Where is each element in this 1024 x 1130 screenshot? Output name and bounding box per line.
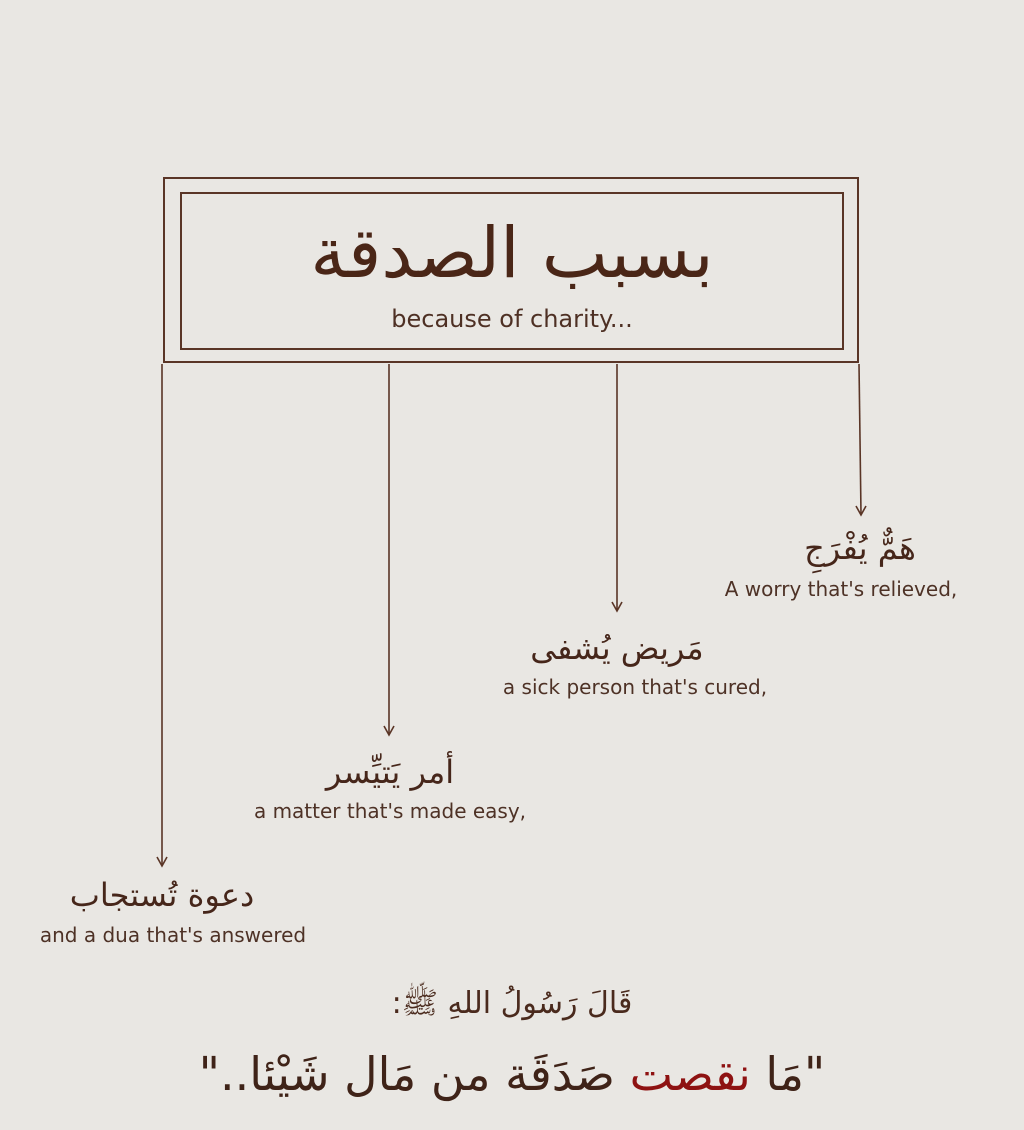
item-worry-arabic: هَمٌّ يُفْرَجِ [804, 529, 916, 567]
item-matter-arabic: أمر يَتيِّسر [325, 753, 455, 791]
hadith-quote-open: "مَا [765, 1047, 826, 1101]
arrow-worry [859, 364, 861, 514]
hadith-quote-accent: نقصت [629, 1047, 751, 1101]
hadith-intro: قَالَ رَسُولُ اللهِ ﷺ: [391, 986, 633, 1021]
item-worry-english: A worry that's relieved, [724, 577, 958, 601]
item-sick-english: a sick person that's cured, [502, 675, 768, 699]
item-sick-arabic: مَريض يُشفى [530, 629, 704, 667]
item-dua-english: and a dua that's answered [39, 923, 307, 947]
item-matter-english: a matter that's made easy, [253, 799, 527, 823]
item-dua-arabic: دعوة تُستجاب [69, 876, 255, 914]
title-english: because of charity... [391, 305, 633, 333]
title-arabic: بسبب الصدقة [310, 212, 714, 294]
hadith-quote [112, 1042, 912, 1106]
hadith-quote-rest: صَدَقَة من مَال شَيْئا.." [198, 1047, 615, 1101]
